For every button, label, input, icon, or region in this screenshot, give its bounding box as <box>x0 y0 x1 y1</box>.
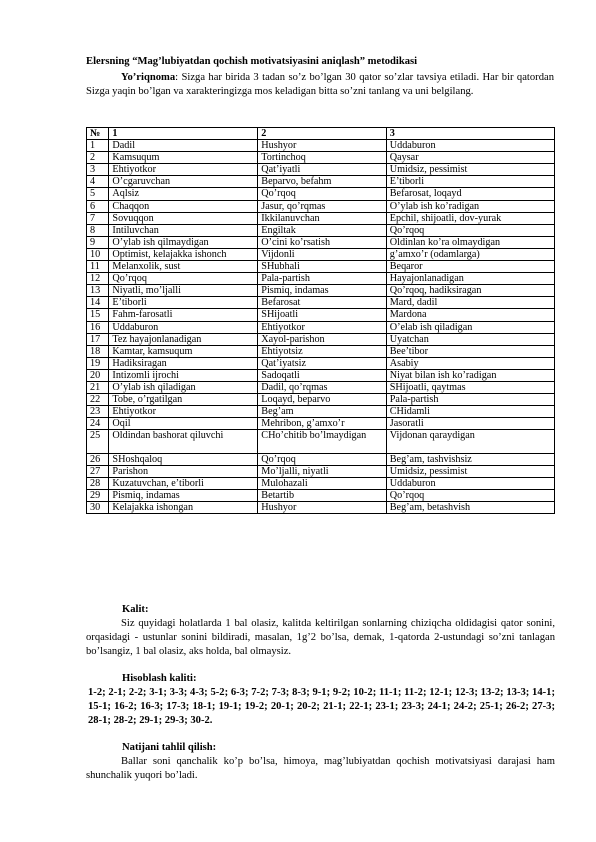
key-text: Siz quyidagi holatlarda 1 bal olasiz, kalitda keltirilgan sonlarning chiziqcha oldidagisi qator sonini, orqasidagi - ustunlar sonini bildiradi, masalan, 1g’2 bo’lsa, demak, 1-qatorda 2-ustundagi so’zni tanlagan bo’lsangiz, 1 bal olasiz, aks holda, bal olmaysiz. <box>86 618 555 657</box>
analysis-paragraph <box>86 755 555 783</box>
word-cell: Kelajakka ishongan <box>109 502 258 514</box>
table-row <box>87 152 555 164</box>
word-cell: Umidsiz, pessimist <box>386 465 554 477</box>
word-cell: Umidsiz, pessimist <box>386 164 554 176</box>
word-cell: Sovuqqon <box>109 212 258 224</box>
word-table <box>86 127 555 514</box>
row-number-cell: 7 <box>87 212 109 224</box>
table-row <box>87 478 555 490</box>
table-row <box>87 176 555 188</box>
word-cell: Uddaburon <box>386 478 554 490</box>
table-row <box>87 465 555 477</box>
table-row <box>87 236 555 248</box>
word-cell: Qaysar <box>386 152 554 164</box>
row-number-cell: 4 <box>87 176 109 188</box>
word-cell: Mo’ljalli, niyatli <box>258 465 386 477</box>
word-cell: O’elab ish qiladigan <box>386 321 554 333</box>
table-row <box>87 333 555 345</box>
row-number-cell: 21 <box>87 381 109 393</box>
header-cell-column-1: 1 <box>109 128 258 140</box>
table-row <box>87 248 555 260</box>
table-row <box>87 502 555 514</box>
table-row <box>87 321 555 333</box>
word-cell: Kuzatuvchan, e’tiborli <box>109 478 258 490</box>
row-number-cell: 2 <box>87 152 109 164</box>
word-cell: g’amxo’r (odamlarga) <box>386 248 554 260</box>
table-row <box>87 297 555 309</box>
word-cell: Pismiq, indamas <box>258 285 386 297</box>
key-section <box>86 603 555 659</box>
scoring-key-text: 1-2; 2-1; 2-2; 3-1; 3-3; 4-3; 5-2; 6-3; 7-2; 7-3; 8-3; 9-1; 9-2; 10-2; 11-1; 11-2; 12-1; 12-3; 13-2; 13-3; 14-1; 15-1; 16-2; 16-3; 17-3; 18-1; 19-1; 19-2; 20-1; 20-2; 21-1; 22-1; 23-1; 23-3; 24-1; 24-2; 25-1; 26-2; 27-3; 28-1; 28-2; 29-1; 29-3; 30-2. <box>88 687 555 726</box>
word-cell: Jasur, qo’rqmas <box>258 200 386 212</box>
instruction-text: : Sizga har birida 3 tadan so’z bo’lgan 30 qator so’zlar tavsiya etiladi. Har bir qatordan Sizga yaqin bo’lgan va xarakteringizga mos keladigan bitta so’zni tanlang va uni belgilang. <box>86 72 554 97</box>
row-number-cell: 6 <box>87 200 109 212</box>
word-cell: CHidamli <box>386 406 554 418</box>
row-number-cell: 12 <box>87 273 109 285</box>
word-cell: Qo’rqoq <box>258 453 386 465</box>
row-number-cell: 8 <box>87 224 109 236</box>
word-cell: SHijoatli, qaytmas <box>386 381 554 393</box>
word-cell: Uyatchan <box>386 333 554 345</box>
row-number-cell: 24 <box>87 418 109 430</box>
table-header-row <box>87 128 555 140</box>
scoring-heading: Hisoblash kaliti: <box>122 673 197 684</box>
instruction-label: Yo’riqnoma <box>121 72 176 83</box>
word-cell: Asabiy <box>386 357 554 369</box>
word-cell: Qat’iyatsiz <box>258 357 386 369</box>
word-cell: Beqaror <box>386 261 554 273</box>
row-number-cell: 19 <box>87 357 109 369</box>
word-cell: Jasoratli <box>386 418 554 430</box>
word-cell: Beg’am, betashvish <box>386 502 554 514</box>
word-cell: Oldinlan ko’ra olmaydigan <box>386 236 554 248</box>
word-cell: Tobe, o’rgatilgan <box>109 394 258 406</box>
table-row <box>87 261 555 273</box>
word-cell: Niyat bilan ish ko’radigan <box>386 369 554 381</box>
table-row <box>87 369 555 381</box>
word-cell: O’ylab ish ko’radigan <box>386 200 554 212</box>
word-cell: Tortinchoq <box>258 152 386 164</box>
word-cell: Loqayd, beparvo <box>258 394 386 406</box>
word-cell: Epchil, shijoatli, dov-yurak <box>386 212 554 224</box>
word-cell: Ehtiyotkor <box>258 321 386 333</box>
table-row <box>87 357 555 369</box>
table-row <box>87 309 555 321</box>
table-row <box>87 224 555 236</box>
word-cell: Engiltak <box>258 224 386 236</box>
page-title: Elersning “Mag’lubiyatdan qochish motivatsiyasini aniqlash” metodikasi <box>86 56 418 67</box>
row-number-cell: 16 <box>87 321 109 333</box>
row-number-cell: 28 <box>87 478 109 490</box>
row-number-cell: 22 <box>87 394 109 406</box>
word-cell: Kamtar, kamsuqum <box>109 345 258 357</box>
row-number-cell: 27 <box>87 465 109 477</box>
word-cell: Vijdonan qaraydigan <box>386 430 554 454</box>
word-cell: SHoshqaloq <box>109 453 258 465</box>
word-table-body <box>87 128 555 514</box>
word-cell: E’tiborli <box>386 176 554 188</box>
analysis-section <box>86 741 555 783</box>
word-cell: Pismiq, indamas <box>109 490 258 502</box>
word-cell: Hushyor <box>258 140 386 152</box>
row-number-cell: 26 <box>87 453 109 465</box>
word-cell: Optimist, kelajakka ishonch <box>109 248 258 260</box>
row-number-cell: 29 <box>87 490 109 502</box>
row-number-cell: 14 <box>87 297 109 309</box>
row-number-cell: 3 <box>87 164 109 176</box>
row-number-cell: 10 <box>87 248 109 260</box>
row-number-cell: 5 <box>87 188 109 200</box>
table-row <box>87 285 555 297</box>
table-row <box>87 394 555 406</box>
row-number-cell: 1 <box>87 140 109 152</box>
word-cell: Beparvo, befahm <box>258 176 386 188</box>
word-cell: Qat’iyatli <box>258 164 386 176</box>
word-cell: Fahm-farosatli <box>109 309 258 321</box>
table-row <box>87 453 555 465</box>
word-cell: Mard, dadil <box>386 297 554 309</box>
row-number-cell: 9 <box>87 236 109 248</box>
word-cell: Dadil <box>109 140 258 152</box>
table-row <box>87 418 555 430</box>
word-cell: Betartib <box>258 490 386 502</box>
word-cell: Melanxolik, sust <box>109 261 258 273</box>
word-cell: Beg’am <box>258 406 386 418</box>
word-cell: Qo’rqoq <box>109 273 258 285</box>
word-cell: Pala-partish <box>386 394 554 406</box>
instruction-paragraph <box>86 71 554 99</box>
key-heading: Kalit: <box>122 604 149 615</box>
row-number-cell: 25 <box>87 430 109 454</box>
word-cell: E’tiborli <box>109 297 258 309</box>
word-cell: Uddaburon <box>109 321 258 333</box>
word-cell: Chaqqon <box>109 200 258 212</box>
row-number-cell: 17 <box>87 333 109 345</box>
header-cell-number: № <box>87 128 109 140</box>
word-cell: O’cgaruvchan <box>109 176 258 188</box>
table-row <box>87 140 555 152</box>
word-cell: Niyatli, mo’ljalli <box>109 285 258 297</box>
word-cell: Qo’rqoq <box>386 490 554 502</box>
row-number-cell: 18 <box>87 345 109 357</box>
scoring-heading-block <box>86 672 555 686</box>
word-cell: Vijdonli <box>258 248 386 260</box>
word-cell: Befarosat, loqayd <box>386 188 554 200</box>
table-row <box>87 188 555 200</box>
word-cell: Qo’rqoq, hadiksiragan <box>386 285 554 297</box>
table-row <box>87 212 555 224</box>
word-cell: Hadiksiragan <box>109 357 258 369</box>
word-cell: Befarosat <box>258 297 386 309</box>
word-cell: Uddaburon <box>386 140 554 152</box>
word-cell: Dadil, qo’rqmas <box>258 381 386 393</box>
word-cell: Oqil <box>109 418 258 430</box>
table-row <box>87 430 555 454</box>
word-cell: Tez hayajonlanadigan <box>109 333 258 345</box>
word-cell: Parishon <box>109 465 258 477</box>
word-cell: Qo’rqoq <box>386 224 554 236</box>
header-cell-column-2: 2 <box>258 128 386 140</box>
word-cell: Mulohazali <box>258 478 386 490</box>
row-number-cell: 15 <box>87 309 109 321</box>
word-cell: Hushyor <box>258 502 386 514</box>
table-row <box>87 490 555 502</box>
word-cell: Mehribon, g’amxo’r <box>258 418 386 430</box>
row-number-cell: 20 <box>87 369 109 381</box>
table-row <box>87 273 555 285</box>
word-cell: Aqlsiz <box>109 188 258 200</box>
table-row <box>87 345 555 357</box>
word-cell: CHo’chitib bo’lmaydigan <box>258 430 386 454</box>
table-row <box>87 406 555 418</box>
word-cell: Pala-partish <box>258 273 386 285</box>
table-row <box>87 200 555 212</box>
word-cell: Intizomli ijrochi <box>109 369 258 381</box>
word-cell: O’ylab ish qilmaydigan <box>109 236 258 248</box>
word-cell: Qo’rqoq <box>258 188 386 200</box>
analysis-heading: Natijani tahlil qilish: <box>122 742 217 753</box>
row-number-cell: 30 <box>87 502 109 514</box>
word-cell: Xayol-parishon <box>258 333 386 345</box>
word-cell: Sadoqatli <box>258 369 386 381</box>
word-cell: Mardona <box>386 309 554 321</box>
word-cell: O’cini ko’rsatish <box>258 236 386 248</box>
word-cell: Bee’tibor <box>386 345 554 357</box>
word-cell: Ehtiyotkor <box>109 406 258 418</box>
word-cell: Kamsuqum <box>109 152 258 164</box>
row-number-cell: 11 <box>87 261 109 273</box>
header-cell-column-3: 3 <box>386 128 554 140</box>
word-cell: Ikkilanuvchan <box>258 212 386 224</box>
row-number-cell: 23 <box>87 406 109 418</box>
word-cell: Ehtiyotsiz <box>258 345 386 357</box>
word-cell: SHubhali <box>258 261 386 273</box>
table-row <box>87 164 555 176</box>
row-number-cell: 13 <box>87 285 109 297</box>
word-cell: Oldindan bashorat qiluvchi <box>109 430 258 454</box>
word-cell: SHijoatli <box>258 309 386 321</box>
analysis-text: Ballar soni qanchalik ko’p bo’lsa, himoya, mag’lubiyatdan qochish motivatsiyasi darajasi ham shunchalik yuqori bo’ladi. <box>86 756 555 781</box>
word-cell: Hayajonlanadigan <box>386 273 554 285</box>
key-paragraph <box>86 617 555 659</box>
word-cell: Intiluvchan <box>109 224 258 236</box>
table-row <box>87 381 555 393</box>
word-cell: Ehtiyotkor <box>109 164 258 176</box>
word-cell: Beg’am, tashvishsiz <box>386 453 554 465</box>
word-cell: O’ylab ish qiladigan <box>109 381 258 393</box>
